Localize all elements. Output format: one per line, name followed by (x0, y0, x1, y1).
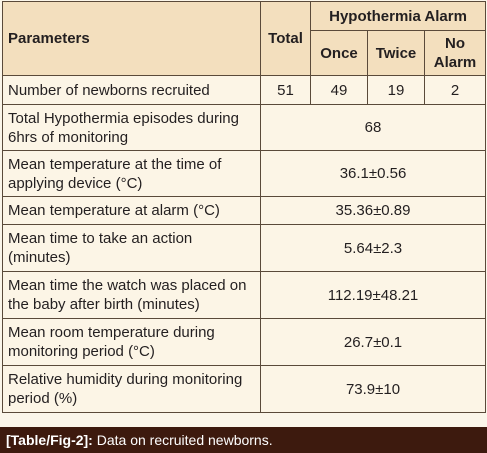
header-parameters: Parameters (3, 2, 261, 76)
row-label: Mean time the watch was placed on the baby after birth (minutes) (3, 272, 261, 319)
cell-twice: 19 (368, 76, 425, 105)
table-row (3, 151, 486, 197)
row-label: Mean time to take an action (minutes) (3, 225, 261, 272)
header-row-1 (3, 2, 486, 31)
cell-total: 51 (261, 76, 311, 105)
row-label: Total Hypothermia episodes during 6hrs of monitoring (3, 105, 261, 151)
table-row (3, 76, 486, 105)
cell-value: 35.36±0.89 (261, 197, 486, 225)
caption-text: Data on recruited newborns. (92, 432, 273, 448)
row-label: Relative humidity during monitoring period (%) (3, 366, 261, 413)
cell-value: 112.19±48.21 (261, 272, 486, 319)
header-no-alarm-line1: No (445, 35, 466, 52)
table-row (3, 319, 486, 366)
cell-value: 68 (261, 105, 486, 151)
cell-value: 5.64±2.3 (261, 225, 486, 272)
header-once: Once (311, 31, 368, 76)
cell-once: 49 (311, 76, 368, 105)
table-row (3, 366, 486, 413)
header-no-alarm (425, 31, 486, 76)
header-no-alarm-line2: Alarm (433, 54, 477, 71)
header-total: Total (261, 2, 311, 76)
cell-no-alarm: 2 (425, 76, 486, 105)
header-twice: Twice (368, 31, 425, 76)
row-label: Number of newborns recruited (3, 76, 261, 105)
caption-ref: [Table/Fig-2]: (6, 432, 93, 448)
cell-value: 26.7±0.1 (261, 319, 486, 366)
row-label: Mean room temperature during monitoring period (°C) (3, 319, 261, 366)
data-table (2, 1, 486, 413)
cell-value: 36.1±0.56 (261, 151, 486, 197)
header-hypothermia-alarm: Hypothermia Alarm (311, 2, 486, 31)
figure-caption (0, 427, 487, 453)
table-row (3, 225, 486, 272)
row-label: Mean temperature at alarm (°C) (3, 197, 261, 225)
table-row (3, 197, 486, 225)
cell-value: 73.9±10 (261, 366, 486, 413)
table-row (3, 272, 486, 319)
table-row (3, 105, 486, 151)
row-label: Mean temperature at the time of applying device (°C) (3, 151, 261, 197)
